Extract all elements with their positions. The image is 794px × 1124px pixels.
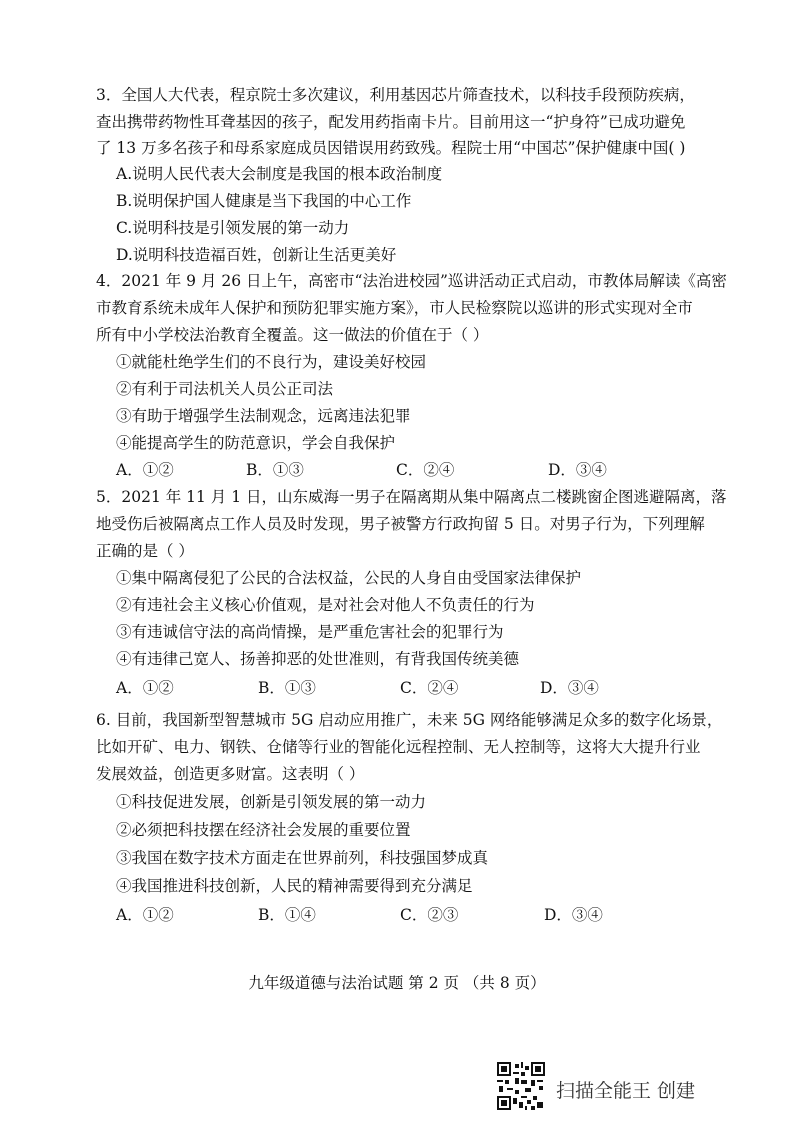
option-d: D.说明科技造福百姓，创新让生活更美好 (116, 246, 397, 264)
question-stem-line: 4．2021 年 9 月 26 日上午，高密市“法治进校园”巡讲活动正式启动，市教体局解读《高密 (96, 272, 727, 290)
statement-2: ②有利于司法机关人员公正司法 (116, 380, 334, 398)
scanner-watermark: 扫描全能王 创建 (556, 1080, 696, 1102)
statement-2: ②有违社会主义核心价值观，是对社会对他人不负责任的行为 (116, 596, 535, 614)
choice-a: A．①② (116, 906, 174, 924)
question-stem-line: 3．全国人大代表，程京院士多次建议，利用基因芯片筛查技术，以科技手段预防疾病， (96, 86, 695, 104)
statement-1: ①科技促进发展，创新是引领发展的第一动力 (116, 793, 427, 811)
question-stem-line: 比如开矿、电力、钢铁、仓储等行业的智能化远程控制、无人控制等，这将大大提升行业 (96, 738, 701, 756)
statement-4: ④能提高学生的防范意识，学会自我保护 (116, 434, 396, 452)
statement-4: ④我国推进科技创新，人民的精神需要得到充分满足 (116, 877, 473, 895)
question-stem-line: 所有中小学校法治教育全覆盖。这一做法的价值在于（ ） (96, 326, 489, 344)
choice-d: D．③④ (540, 679, 599, 697)
statement-4: ④有违律己宽人、扬善抑恶的处世准则，有背我国传统美德 (116, 650, 520, 668)
statement-1: ①集中隔离侵犯了公民的合法权益，公民的人身自由受国家法律保护 (116, 569, 582, 587)
question-stem-line: 了 13 万多名孩子和母系家庭成员因错误用药致残。程院士用“中国芯”保护健康中国( ) (96, 139, 686, 157)
choice-a: A．①② (116, 461, 174, 479)
question-stem-line: 正确的是（ ） (96, 542, 194, 560)
page-footer: 九年级道德与法治试题 第 2 页 （共 8 页） (248, 974, 546, 992)
choice-b: B．①③ (258, 679, 316, 697)
statement-3: ③有助于增强学生法制观念，远离违法犯罪 (116, 407, 411, 425)
question-stem-line: 查出携带药物性耳聋基因的孩子，配发用药指南卡片。目前用这一“护身符”已成功避免 (96, 113, 686, 131)
statement-3: ③我国在数字技术方面走在世界前列，科技强国梦成真 (116, 849, 489, 867)
choice-d: D．③④ (544, 906, 603, 924)
choice-a: A．①② (116, 679, 174, 697)
question-stem-line: 5．2021 年 11 月 1 日，山东威海一男子在隔离期从集中隔离点二楼跳窗企图逃避隔离，落 (96, 488, 727, 506)
choice-d: D．③④ (548, 461, 607, 479)
question-stem-line: 发展效益，创造更多财富。这表明（ ） (96, 765, 365, 783)
choice-b: B．①③ (246, 461, 304, 479)
statement-2: ②必须把科技摆在经济社会发展的重要位置 (116, 821, 411, 839)
choice-b: B．①④ (258, 906, 316, 924)
choice-c: C．②④ (396, 461, 455, 479)
choice-c: C．②④ (400, 679, 459, 697)
option-b: B.说明保护国人健康是当下我国的中心工作 (116, 192, 412, 210)
question-stem-line: 市教育系统未成年人保护和预防犯罪实施方案》，市人民检察院以巡讲的形式实现对全市 (96, 299, 693, 317)
question-stem-line: 地受伤后被隔离点工作人员及时发现，男子被警方行政拘留 5 日。对男子行为，下列理解 (96, 515, 705, 533)
statement-3: ③有违诚信守法的高尚情操，是严重危害社会的犯罪行为 (116, 623, 504, 641)
statement-1: ①就能杜绝学生们的不良行为，建设美好校园 (116, 353, 427, 371)
choice-c: C．②③ (400, 906, 459, 924)
option-c: C.说明科技是引领发展的第一动力 (116, 219, 350, 237)
question-stem-line: 6. 目前，我国新型智慧城市 5G 启动应用推广，未来 5G 网络能够满足众多的数字化场景， (96, 711, 723, 729)
option-a: A.说明人民代表大会制度是我国的根本政治制度 (116, 165, 443, 183)
qr-code-icon (497, 1062, 545, 1110)
